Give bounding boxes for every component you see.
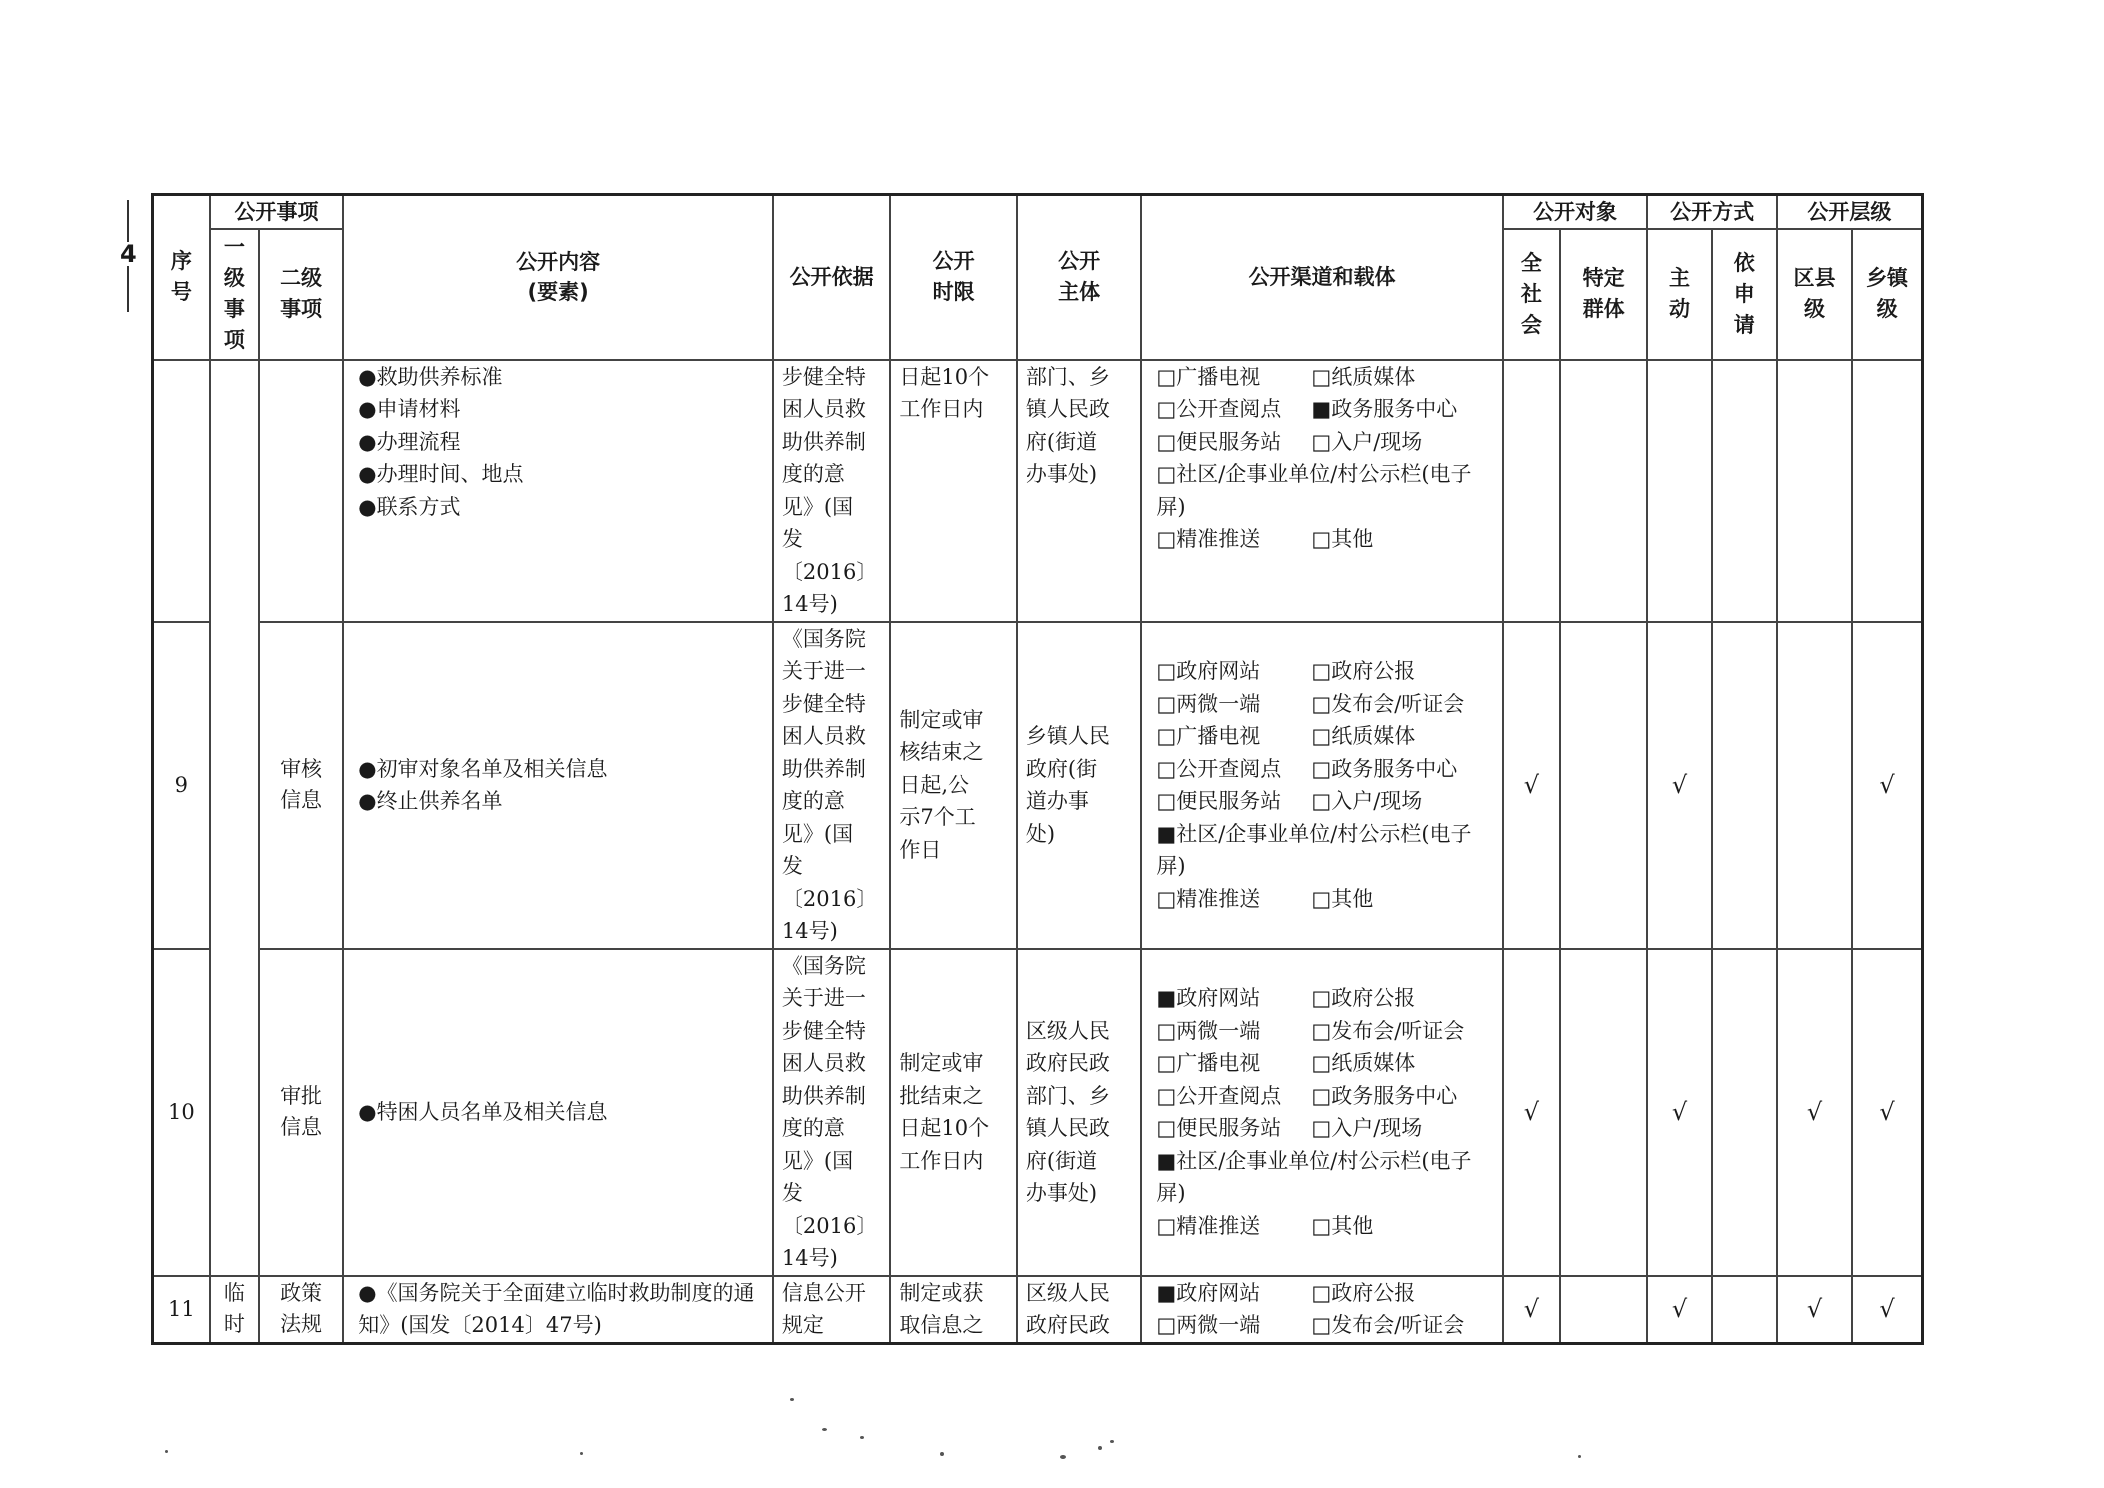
channel-option: ■社区/企事业单位/村公示栏(电子屏) — [1156, 821, 1472, 878]
level2-cell: 审核信息 — [259, 622, 343, 949]
level-county-cell: √ — [1777, 949, 1852, 1276]
channel-option: □广播电视 — [1156, 724, 1261, 748]
header-content: 公开内容 (要素) — [343, 195, 773, 360]
header-method-group: 公开方式 — [1647, 195, 1777, 229]
disclosure-table — [151, 193, 1924, 1345]
channel-option: □政府公报 — [1311, 1280, 1416, 1305]
content-item: ● 特困人员名单及相关信息 — [358, 1096, 758, 1129]
table-row — [153, 1276, 1923, 1344]
channel-option: □政府网站 — [1156, 659, 1261, 683]
channel-option: □其他 — [1311, 886, 1374, 911]
target-specific-cell — [1560, 1276, 1647, 1344]
level-town-cell: √ — [1852, 622, 1922, 949]
method-active-cell: √ — [1647, 1276, 1711, 1344]
subject-cell: 部门、乡 镇人民政 府(街道 办事处) — [1017, 360, 1141, 622]
basis-cell: 信息公开 规定 — [773, 1276, 890, 1344]
basis-cell: 《国务院 关于进一 步健全特 困人员救 助供养制 度的意 见》(国 发〔2016〕 14号) — [773, 949, 890, 1276]
scan-speck — [1110, 1440, 1114, 1443]
channel-option: □入户/现场 — [1311, 429, 1423, 454]
level2-cell: 政策法规 — [259, 1276, 343, 1344]
content-cell — [343, 622, 773, 949]
target-specific-cell — [1560, 622, 1647, 949]
channel-option: □公开查阅点 — [1156, 397, 1282, 421]
subject-cell: 区级人民 政府民政 部门、乡 镇人民政 府(街道 办事处) — [1017, 949, 1141, 1276]
scan-speck — [1060, 1455, 1066, 1459]
channel-option: □两微一端 — [1156, 1018, 1261, 1043]
content-item: ● 初审对象名单及相关信息 — [358, 753, 758, 786]
channel-option: □社区/企事业单位/村公示栏(电子屏) — [1156, 462, 1472, 519]
header-level-county: 区县级 — [1777, 229, 1852, 360]
header-limit: 公开时限 — [890, 195, 1017, 360]
header-level-group: 公开层级 — [1777, 195, 1923, 229]
level-town-cell — [1852, 360, 1922, 622]
target-all-cell — [1503, 360, 1560, 622]
channel-option: □发布会/听证会 — [1311, 691, 1465, 716]
channel-option: □纸质媒体 — [1311, 364, 1416, 389]
channel-option: □纸质媒体 — [1311, 1051, 1416, 1075]
content-item: ● 办理流程 — [358, 426, 758, 459]
channel-option: □政务服务中心 — [1311, 1083, 1458, 1108]
scan-speck — [940, 1452, 944, 1456]
subject-cell: 区级人民 政府民政 — [1017, 1276, 1141, 1344]
channel-option: □纸质媒体 — [1311, 724, 1416, 748]
level1-cell: 临时 — [210, 1276, 259, 1344]
level2-cell — [259, 360, 343, 622]
target-all-cell: √ — [1503, 1276, 1560, 1344]
header-level1: 一级事项 — [210, 229, 259, 360]
method-active-cell: √ — [1647, 622, 1711, 949]
limit-cell: 制定或审 核结束之 日起,公 示7个工 作日 — [890, 622, 1017, 949]
channel-option: □精准推送 — [1156, 886, 1261, 911]
channel-option: □入户/现场 — [1311, 1116, 1423, 1140]
content-item: ● 终止供养名单 — [358, 785, 758, 818]
target-specific-cell — [1560, 949, 1647, 1276]
channel-option: □广播电视 — [1156, 1051, 1261, 1075]
level2-cell: 审批信息 — [259, 949, 343, 1276]
method-request-cell — [1712, 1276, 1777, 1344]
channel-option: □精准推送 — [1156, 527, 1261, 551]
method-request-cell — [1712, 360, 1777, 622]
channel-option: □便民服务站 — [1156, 429, 1282, 454]
header-method-request: 依申请 — [1712, 229, 1777, 360]
method-request-cell — [1712, 949, 1777, 1276]
header-seq: 序号 — [153, 195, 210, 360]
channel-option: □发布会/听证会 — [1311, 1018, 1465, 1043]
channel-option: □公开查阅点 — [1156, 1083, 1282, 1108]
seq-cell — [153, 360, 210, 622]
channel-option: □政府公报 — [1311, 986, 1416, 1010]
content-cell — [343, 949, 773, 1276]
channel-option: □入户/现场 — [1311, 789, 1423, 813]
header-items-group: 公开事项 — [210, 195, 344, 229]
channel-option: □便民服务站 — [1156, 789, 1282, 813]
header-target-all: 全社会 — [1503, 229, 1560, 360]
page-number-mark — [120, 200, 145, 312]
method-active-cell — [1647, 360, 1711, 622]
scan-speck — [822, 1428, 827, 1431]
channel-cell — [1141, 1276, 1502, 1344]
scan-speck — [790, 1398, 794, 1401]
scan-speck — [165, 1450, 168, 1453]
content-cell — [343, 1276, 773, 1344]
subject-cell: 乡镇人民 政府(街 道办事 处) — [1017, 622, 1141, 949]
content-cell — [343, 360, 773, 622]
header-method-active: 主动 — [1647, 229, 1711, 360]
page-number: 4 — [120, 240, 137, 268]
target-specific-cell — [1560, 360, 1647, 622]
scan-speck — [580, 1452, 583, 1455]
channel-option: □公开查阅点 — [1156, 756, 1282, 781]
limit-cell: 日起10个 工作日内 — [890, 360, 1017, 622]
channel-option: ■政府网站 — [1156, 1280, 1261, 1305]
header-level2: 二级事项 — [259, 229, 343, 360]
content-item: ● 申请材料 — [358, 393, 758, 426]
seq-cell: 11 — [153, 1276, 210, 1344]
channel-option: ■政府网站 — [1156, 986, 1261, 1010]
content-item: ● 联系方式 — [358, 491, 758, 524]
content-item: ● 《国务院关于全面建立临时救助制度的通知》(国发〔2014〕47号) — [358, 1277, 758, 1342]
level-town-cell: √ — [1852, 949, 1922, 1276]
seq-cell: 9 — [153, 622, 210, 949]
channel-option: □广播电视 — [1156, 364, 1261, 389]
basis-cell: 步健全特 困人员救 助供养制 度的意 见》(国 发〔2016〕 14号) — [773, 360, 890, 622]
header-target-specific: 特定群体 — [1560, 229, 1647, 360]
limit-cell: 制定或获 取信息之 — [890, 1276, 1017, 1344]
channel-option: □政府公报 — [1311, 659, 1416, 683]
scan-speck — [1098, 1446, 1102, 1450]
channel-option: ■政务服务中心 — [1311, 397, 1458, 421]
channel-option: ■社区/企事业单位/村公示栏(电子屏) — [1156, 1148, 1472, 1205]
channel-cell — [1141, 949, 1502, 1276]
header-basis: 公开依据 — [773, 195, 890, 360]
level-county-cell: √ — [1777, 1276, 1852, 1344]
channel-cell — [1141, 622, 1502, 949]
scan-speck — [1578, 1455, 1581, 1458]
header-subject: 公开主体 — [1017, 195, 1141, 360]
method-request-cell — [1712, 622, 1777, 949]
level-county-cell — [1777, 622, 1852, 949]
channel-option: □两微一端 — [1156, 1313, 1261, 1338]
method-active-cell: √ — [1647, 949, 1711, 1276]
target-all-cell: √ — [1503, 622, 1560, 949]
channel-cell — [1141, 360, 1502, 622]
seq-cell: 10 — [153, 949, 210, 1276]
header-level-town: 乡镇级 — [1852, 229, 1922, 360]
limit-cell: 制定或审 批结束之 日起10个 工作日内 — [890, 949, 1017, 1276]
target-all-cell: √ — [1503, 949, 1560, 1276]
channel-option: □精准推送 — [1156, 1213, 1261, 1238]
header-target-group: 公开对象 — [1503, 195, 1648, 229]
table-row — [153, 360, 1923, 622]
basis-cell: 《国务院 关于进一 步健全特 困人员救 助供养制 度的意 见》(国 发〔2016〕 14号) — [773, 622, 890, 949]
level-county-cell — [1777, 360, 1852, 622]
channel-option: □政务服务中心 — [1311, 756, 1458, 781]
content-item: ● 救助供养标准 — [358, 361, 758, 394]
content-item: ● 办理时间、地点 — [358, 458, 758, 491]
channel-option: □便民服务站 — [1156, 1116, 1282, 1140]
channel-option: □两微一端 — [1156, 691, 1261, 716]
table-row — [153, 949, 1923, 1276]
header-channel: 公开渠道和载体 — [1141, 195, 1502, 360]
table-row — [153, 622, 1923, 949]
channel-option: □其他 — [1311, 527, 1374, 551]
channel-option: □发布会/听证会 — [1311, 1313, 1465, 1338]
scan-speck — [860, 1436, 864, 1439]
level-town-cell: √ — [1852, 1276, 1922, 1344]
channel-option: □其他 — [1311, 1213, 1374, 1238]
level1-cell — [210, 360, 259, 1276]
